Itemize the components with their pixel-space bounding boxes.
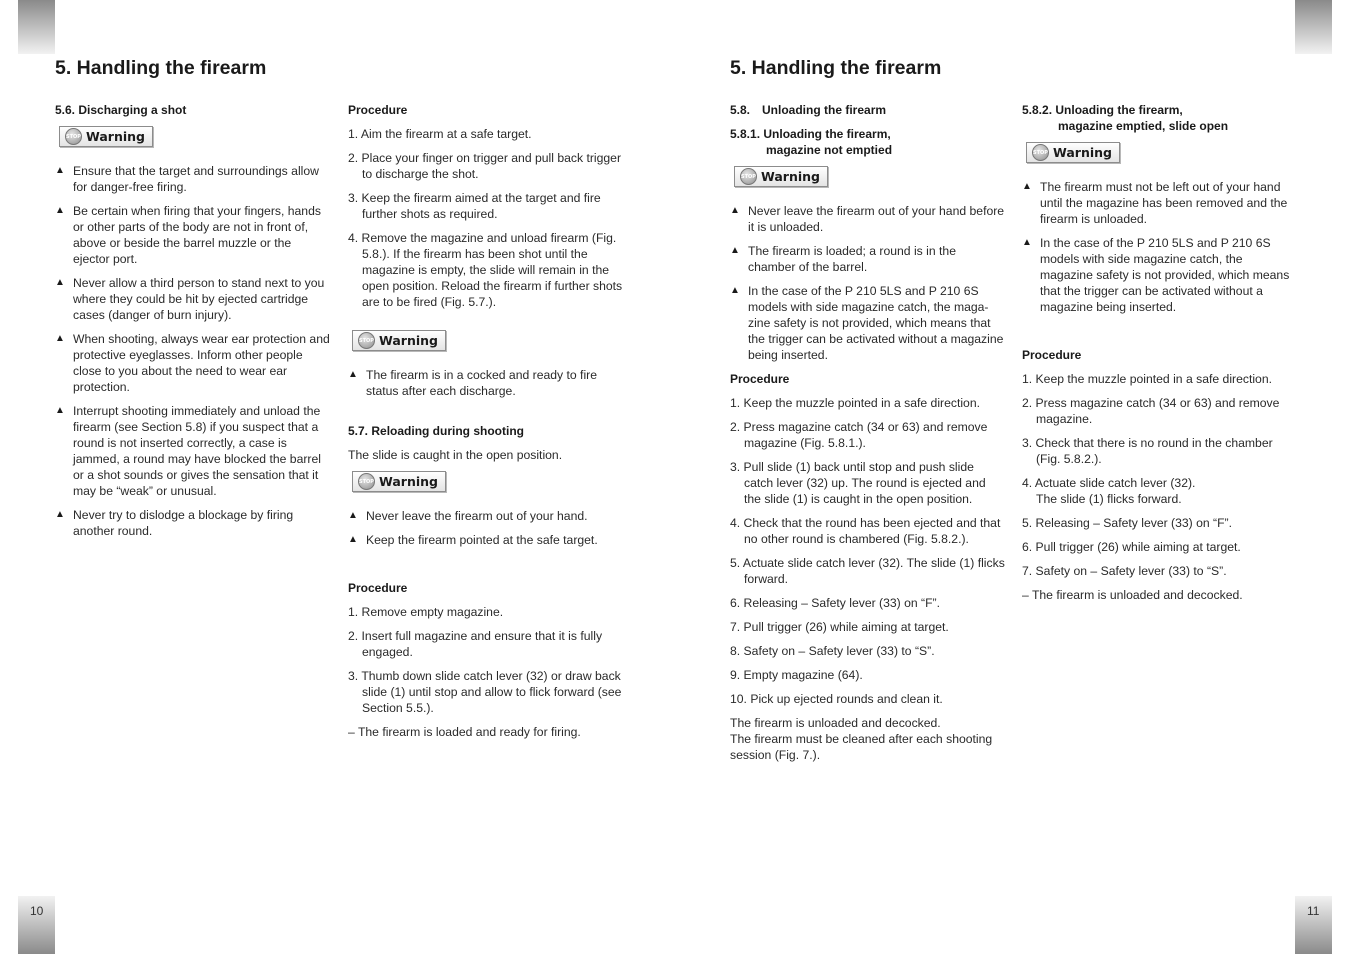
bullet-item: ▲ The firearm must not be left out of your hand until the magazine has been removed and the firearm is unloaded. bbox=[1022, 180, 1288, 226]
procedure-step: 10. Pick up ejected rounds and clean it. bbox=[730, 692, 943, 706]
triangle-icon: ▲ bbox=[55, 333, 65, 344]
closing-text: The firearm must be cleaned after each shooting session (Fig. 7.). bbox=[730, 732, 993, 762]
bullet-item: ▲ When shooting, always wear ear protection and protective eyeglasses. Inform other people close to you about the need to wear ear protection. bbox=[55, 332, 330, 394]
bullet-item: ▲ Ensure that the target and surroundings allow for danger-free firing. bbox=[55, 164, 319, 194]
procedure-end: – The firearm is unloaded and decocked. bbox=[1022, 588, 1243, 602]
section-heading: 5.8. Unloading the firearm bbox=[730, 103, 887, 117]
bullet-item: ▲ Be certain when firing that your fingers, hands or other parts of the body are not in front of, above or beside the barrel muzzle or the ejector port. bbox=[55, 204, 321, 266]
procedure-step: 1. Keep the muzzle pointed in a safe direction. bbox=[730, 396, 980, 410]
procedure-step: 4. Remove the magazine and unload firearm (Fig. 5.8.). If the firearm has been shot until the magazine is empty, the slide will remain in the open position. Reload the firearm if further shots are to be fired (Fig. 5.7.). bbox=[348, 231, 623, 309]
triangle-icon: ▲ bbox=[1022, 181, 1032, 192]
procedure-step: 4. Actuate slide catch lever (32). bbox=[1022, 476, 1196, 490]
triangle-icon: ▲ bbox=[55, 405, 65, 416]
bullet-item: ▲ The firearm is in a cocked and ready to fire status after each discharge. bbox=[348, 368, 597, 398]
subsection-heading: 5.8.2. Unloading the firearm, magazine emptied, slide open bbox=[1022, 103, 1229, 133]
procedure-step: 3. Keep the firearm aimed at the target and fire further shots as required. bbox=[348, 191, 601, 221]
stop-sign-icon: STOP bbox=[1032, 144, 1049, 161]
bullet-item: ▲ Interrupt shooting immediately and unload the firearm (see Section 5.8) if you suspect that a round is not inserted correctly, a case is jammed, a round may have blocked the barrel or a shot sounds or gives the sensation that it may be “weak” or unusual. bbox=[55, 404, 321, 498]
page-title-right: 5. Handling the firearm bbox=[730, 57, 942, 79]
warning-label: STOP Warning bbox=[734, 166, 828, 187]
triangle-icon: ▲ bbox=[348, 510, 358, 521]
procedure-heading: Procedure bbox=[730, 372, 790, 386]
section-heading: 5.6. Discharging a shot bbox=[55, 103, 187, 117]
procedure-step: 2. Press magazine catch (34 or 63) and remove magazine (Fig. 5.8.1.). bbox=[730, 420, 988, 450]
paragraph: The slide is caught in the open position. bbox=[348, 448, 563, 462]
procedure-step: 6. Pull trigger (26) while aiming at target. bbox=[1022, 540, 1241, 554]
warning-label: STOP Warning bbox=[352, 330, 446, 351]
left-column-1 bbox=[55, 102, 330, 547]
bullet-item: ▲ Never leave the firearm out of your hand before it is unloaded. bbox=[730, 204, 1005, 234]
procedure-heading: Procedure bbox=[1022, 348, 1082, 362]
procedure-heading: Procedure bbox=[348, 581, 408, 595]
subsection-heading: 5.8.1. Unloading the firearm, magazine not emptied bbox=[730, 127, 893, 157]
right-column-1 bbox=[730, 102, 1005, 771]
page-number-right: 11 bbox=[1307, 904, 1320, 918]
right-column-2 bbox=[1022, 102, 1294, 611]
triangle-icon: ▲ bbox=[55, 277, 65, 288]
triangle-icon: ▲ bbox=[348, 534, 358, 545]
procedure-step: 3. Pull slide (1) back until stop and push slide catch lever (32) up. The round is ejected and the slide (1) is caught in the open position. bbox=[730, 460, 986, 506]
procedure-step: 5. Releasing – Safety lever (33) on “F”. bbox=[1022, 516, 1232, 530]
stop-sign-icon: STOP bbox=[358, 473, 375, 490]
page-number-left: 10 bbox=[30, 904, 44, 918]
procedure-step: 2. Press magazine catch (34 or 63) and remove magazine. bbox=[1022, 396, 1280, 426]
procedure-step-note: The slide (1) flicks forward. bbox=[1036, 492, 1182, 506]
procedure-step: 4. Check that the round has been ejected and that no other round is chambered (Fig. 5.8.2.). bbox=[730, 516, 1001, 546]
procedure-step: 7. Safety on – Safety lever (33) to “S”. bbox=[1022, 564, 1227, 578]
procedure-step: 2. Place your finger on trigger and pull back trigger to discharge the shot. bbox=[348, 151, 622, 181]
warning-label: STOP Warning bbox=[352, 471, 446, 492]
bullet-item: ▲ Never leave the firearm out of your hand. bbox=[348, 509, 588, 523]
procedure-step: 2. Insert full magazine and ensure that it is fully engaged. bbox=[348, 629, 603, 659]
bullet-item: ▲ The firearm is loaded; a round is in the chamber of the barrel. bbox=[730, 244, 956, 274]
warning-label: STOP Warning bbox=[59, 126, 153, 147]
procedure-heading: Procedure bbox=[348, 103, 408, 117]
stop-sign-icon: STOP bbox=[740, 168, 757, 185]
page-title-left: 5. Handling the firearm bbox=[55, 57, 267, 79]
triangle-icon: ▲ bbox=[730, 205, 740, 216]
left-column-2 bbox=[348, 102, 623, 748]
procedure-step: 7. Pull trigger (26) while aiming at target. bbox=[730, 620, 949, 634]
procedure-end: – The firearm is loaded and ready for firing. bbox=[348, 725, 581, 739]
triangle-icon: ▲ bbox=[730, 245, 740, 256]
warning-label: STOP Warning bbox=[1026, 142, 1120, 163]
procedure-step: 6. Releasing – Safety lever (33) on “F”. bbox=[730, 596, 940, 610]
closing-text: The firearm is unloaded and decocked. bbox=[730, 716, 941, 730]
corner-tab-top-right bbox=[1295, 0, 1332, 54]
bullet-item: ▲ Never allow a third person to stand next to you where they could be hit by ejected cartridge cases (danger of burn injury). bbox=[55, 276, 325, 322]
bullet-item: ▲ In the case of the P 210 5LS and P 210 6S models with side magazine catch, the magazine safety is not provided, which means that the trigger can be activated without a magazine being inserted. bbox=[1022, 236, 1290, 314]
triangle-icon: ▲ bbox=[55, 165, 65, 176]
stop-sign-icon: STOP bbox=[65, 128, 82, 145]
section-heading: 5.7. Reloading during shooting bbox=[348, 424, 524, 438]
procedure-step: 1. Keep the muzzle pointed in a safe direction. bbox=[1022, 372, 1272, 386]
bullet-item: ▲ Keep the firearm pointed at the safe target. bbox=[348, 533, 598, 547]
bullet-item: ▲ Never try to dislodge a blockage by firing another round. bbox=[55, 508, 294, 538]
procedure-step: 8. Safety on – Safety lever (33) to “S”. bbox=[730, 644, 935, 658]
procedure-step: 5. Actuate slide catch lever (32). The slide (1) flicks forward. bbox=[730, 556, 1005, 586]
triangle-icon: ▲ bbox=[730, 285, 740, 296]
procedure-step: 1. Remove empty magazine. bbox=[348, 605, 504, 619]
procedure-step: 9. Empty magazine (64). bbox=[730, 668, 863, 682]
bullet-item: ▲ In the case of the P 210 5LS and P 210 6S models with side magazine catch, the maga-zine safety is not provided, which means that the trigger can be activated without a magazine being inserted. bbox=[730, 284, 1004, 362]
corner-tab-top-left bbox=[18, 0, 55, 54]
stop-sign-icon: STOP bbox=[358, 332, 375, 349]
procedure-step: 3. Thumb down slide catch lever (32) or draw back slide (1) until stop and allow to flick forward (see Section 5.5.). bbox=[348, 669, 622, 715]
procedure-step: 1. Aim the firearm at a safe target. bbox=[348, 127, 532, 141]
triangle-icon: ▲ bbox=[348, 369, 358, 380]
triangle-icon: ▲ bbox=[1022, 237, 1032, 248]
triangle-icon: ▲ bbox=[55, 205, 65, 216]
triangle-icon: ▲ bbox=[55, 509, 65, 520]
procedure-step: 3. Check that there is no round in the chamber (Fig. 5.8.2.). bbox=[1022, 436, 1273, 466]
